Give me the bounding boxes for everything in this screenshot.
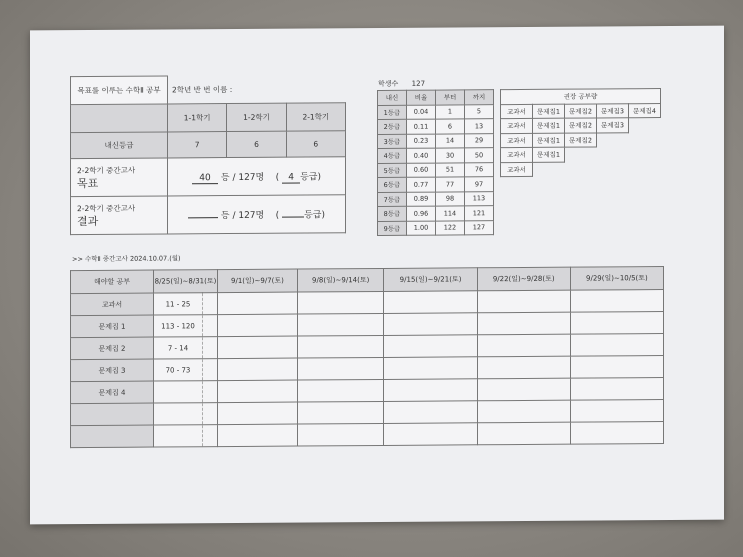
dist-cell [436, 220, 465, 235]
dist-header-ratio [407, 90, 436, 105]
schedule-cell[interactable] [477, 290, 570, 313]
book-text: 문제집4 [633, 106, 656, 115]
dist-cell [465, 177, 494, 192]
book-cell [501, 104, 533, 119]
result-rank-suffix: 등 / 127명 [220, 210, 265, 222]
student-count-value: 127 [411, 79, 426, 88]
schedule-cell[interactable] [154, 337, 203, 359]
dist-cell [436, 148, 465, 163]
schedule-cell[interactable] [203, 381, 218, 403]
result-grade-field[interactable] [282, 217, 304, 218]
week-text: 8/25(일)~8/31(토) [154, 277, 217, 286]
empty-cell [629, 161, 661, 176]
dist-cell-text: 2등급 [383, 123, 401, 132]
empty-cell [565, 147, 597, 162]
week-text: 9/15(일)~9/21(토) [399, 275, 462, 284]
grade-label-text: 내신등급 [104, 140, 134, 150]
goal-label-big: 목표 [77, 176, 99, 191]
dist-header-from-text: 부터 [443, 93, 457, 102]
dist-cell [465, 133, 494, 148]
dist-cell-text: 14 [445, 136, 455, 145]
schedule-cell[interactable] [477, 312, 570, 335]
schedule-cell[interactable] [570, 421, 663, 444]
grade-value-2 [227, 131, 286, 157]
dist-cell [436, 206, 465, 221]
schedule-cell-text: 11 - 25 [165, 299, 191, 308]
schedule-cell[interactable] [384, 335, 477, 358]
schedule-cell-text: 7 - 14 [167, 343, 189, 352]
dist-cell [436, 133, 465, 148]
recommended-study-table [500, 88, 661, 177]
student-count [378, 79, 425, 89]
dist-cell [436, 119, 465, 134]
dist-cell-text: 97 [474, 180, 484, 189]
schedule-cell[interactable] [570, 311, 663, 334]
dist-cell [407, 177, 436, 192]
schedule-cell[interactable] [477, 422, 570, 445]
goal-rank-field[interactable]: 40 [192, 173, 218, 184]
schedule-cell[interactable] [154, 381, 203, 403]
dist-row [378, 162, 494, 177]
task-label-cell [71, 403, 154, 426]
empty-cell [629, 118, 661, 133]
dist-cell-text: 30 [445, 151, 455, 160]
goal-grade-suffix: 등급) [300, 171, 321, 183]
result-label-cell [71, 196, 168, 235]
study-schedule-table [70, 266, 664, 448]
book-text: 문제집3 [601, 107, 624, 116]
schedule-cell[interactable] [218, 358, 298, 381]
dist-cell-text: 0.60 [413, 165, 429, 174]
dist-cell [407, 206, 436, 221]
dist-cell-text: 0.40 [413, 151, 429, 160]
schedule-cell[interactable] [154, 293, 203, 315]
empty-cell [629, 132, 661, 147]
schedule-cell[interactable] [218, 314, 298, 337]
schedule-cell[interactable] [384, 401, 477, 424]
dist-cell [407, 192, 436, 207]
goal-rank-suffix: 등 / 127명 [220, 172, 265, 183]
schedule-cell[interactable] [218, 402, 298, 425]
worksheet-paper [30, 26, 724, 525]
schedule-cell[interactable] [297, 357, 384, 380]
dist-header-ratio-text: 비율 [414, 93, 428, 102]
class-name-text: 2학년 반 번 이름 : [172, 84, 233, 95]
schedule-cell[interactable] [203, 359, 218, 381]
empty-cell [597, 132, 629, 147]
book-text: 문제집1 [537, 150, 560, 160]
schedule-header-task-text: 해야할 공부 [93, 277, 131, 286]
semester-2-text: 1-2학기 [243, 112, 270, 122]
dist-row [378, 104, 494, 119]
dist-cell-text: 1등급 [383, 108, 401, 117]
schedule-cell[interactable] [477, 400, 570, 423]
dist-cell-text: 6 [447, 122, 453, 131]
schedule-cell[interactable] [297, 313, 384, 336]
dist-header-to-text: 까지 [472, 93, 486, 102]
worksheet-title-text: 목표를 이루는 수학Ⅱ 공부 [77, 85, 161, 96]
schedule-cell[interactable] [203, 293, 218, 315]
dist-cell-text: 0.11 [413, 122, 429, 131]
book-cell [597, 118, 629, 133]
dist-cell-text: 127 [472, 223, 486, 232]
book-cell [533, 104, 565, 119]
grade-label-cell [71, 132, 168, 159]
dist-cell [407, 119, 436, 134]
dist-cell [465, 220, 494, 235]
dist-cell-text: 0.96 [413, 209, 429, 218]
result-label-big: 결과 [77, 214, 99, 229]
dist-cell-text: 5등급 [383, 166, 401, 175]
dist-row [378, 206, 494, 221]
goal-table [70, 74, 346, 235]
semester-header-3 [286, 103, 345, 131]
empty-cell [597, 147, 629, 162]
schedule-header-week [154, 270, 218, 293]
dist-cell-text: 122 [443, 223, 457, 232]
semester-1-text: 1-1학기 [183, 113, 211, 123]
book-text: 교과서 [507, 107, 526, 116]
book-text: 교과서 [507, 165, 526, 174]
schedule-header-week [477, 267, 570, 291]
book-text: 교과서 [507, 136, 526, 145]
book-cell [565, 132, 597, 147]
dist-cell-text: 77 [445, 180, 455, 189]
dist-cell [465, 162, 494, 177]
grade-value-1 [168, 132, 227, 158]
grade-2-text: 6 [254, 139, 259, 149]
schedule-cell[interactable] [203, 425, 218, 447]
schedule-cell[interactable] [384, 291, 477, 314]
schedule-header-week [384, 268, 477, 292]
schedule-cell[interactable] [570, 377, 663, 400]
dist-cell [436, 177, 465, 192]
dist-cell-text: 29 [474, 136, 484, 145]
book-text: 문제집2 [569, 136, 592, 145]
schedule-cell[interactable] [203, 337, 218, 359]
dist-cell-text: 0.89 [413, 194, 429, 203]
dist-cell [407, 221, 436, 236]
schedule-cell[interactable] [477, 356, 570, 379]
dist-header-to [465, 90, 494, 105]
dist-cell-text: 121 [472, 208, 486, 218]
book-cell [533, 118, 565, 133]
schedule-row [71, 421, 664, 447]
result-label-small: 2-2학기 중간고사 [77, 203, 136, 214]
semester-header-1 [168, 104, 227, 132]
dist-cell [378, 119, 407, 134]
dist-cell [465, 148, 494, 163]
exam-date-line [72, 253, 181, 263]
dist-cell-text: 6등급 [383, 181, 401, 190]
dist-cell [378, 221, 407, 236]
dist-cell-text: 98 [445, 194, 455, 203]
schedule-cell[interactable] [154, 403, 203, 425]
book-text: 문제집1 [537, 136, 560, 145]
result-rank-field[interactable] [188, 217, 218, 218]
student-count-label: 학생수 [378, 79, 399, 88]
worksheet-title [71, 76, 168, 105]
semester-3-text: 2-1학기 [302, 112, 330, 122]
schedule-header-week [570, 266, 663, 290]
dist-cell-text: 8등급 [383, 210, 401, 219]
dist-cell [378, 177, 407, 192]
schedule-cell[interactable] [384, 379, 477, 402]
week-text: 9/22(일)~9/28(토) [492, 274, 555, 284]
task-label-cell [71, 293, 154, 316]
dist-header-grade-text: 내신 [385, 94, 399, 103]
dist-cell [407, 163, 436, 178]
recommended-title-text: 권장 공부량 [563, 92, 598, 101]
dist-cell [465, 119, 494, 134]
schedule-cell[interactable] [384, 313, 477, 336]
schedule-cell[interactable] [570, 355, 663, 378]
schedule-cell[interactable] [203, 403, 218, 425]
schedule-cell[interactable] [570, 289, 663, 312]
dist-cell-text: 113 [472, 194, 486, 203]
book-cell [501, 147, 533, 162]
schedule-cell[interactable] [297, 401, 384, 424]
dist-cell [436, 191, 465, 206]
dist-row [378, 177, 494, 192]
grade-value-3 [286, 131, 345, 157]
schedule-cell[interactable] [218, 424, 298, 447]
schedule-cell[interactable] [477, 334, 570, 357]
empty-cell [597, 161, 629, 176]
dist-row [378, 133, 494, 148]
empty-cell [565, 161, 597, 176]
book-cell [501, 118, 533, 133]
schedule-cell[interactable] [218, 336, 298, 359]
week-text: 9/29(일)~10/5(토) [586, 274, 648, 283]
semester-header-2 [227, 103, 286, 131]
book-text: 교과서 [507, 122, 526, 131]
dist-cell [465, 191, 494, 206]
dist-cell [436, 162, 465, 177]
book-text: 문제집1 [537, 121, 560, 131]
dist-cell [378, 148, 407, 163]
task-label-cell [71, 425, 154, 448]
schedule-cell[interactable] [477, 378, 570, 401]
empty-cell [533, 162, 565, 177]
dist-header-grade [378, 90, 407, 105]
goal-value-cell: 40 등 / 127명 ( 4 등급) [168, 157, 346, 196]
schedule-cell-text: 113 - 120 [161, 321, 195, 331]
dist-cell-text: 3등급 [383, 137, 401, 146]
schedule-cell[interactable] [570, 333, 663, 356]
schedule-cell[interactable] [154, 315, 203, 337]
schedule-cell[interactable] [218, 292, 298, 315]
dist-cell-text: 51 [445, 165, 455, 174]
book-text: 문제집2 [569, 107, 592, 116]
empty-cell [629, 147, 661, 162]
book-cell [629, 103, 661, 118]
recommended-title-cell [501, 89, 661, 105]
dist-cell [378, 206, 407, 221]
dist-cell [407, 148, 436, 163]
schedule-cell[interactable] [218, 380, 298, 403]
dist-cell-text: 114 [443, 209, 457, 218]
dist-cell [465, 206, 494, 221]
task-label-text: 문제집 1 [98, 322, 126, 331]
dist-row [378, 119, 494, 134]
class-name-line [168, 75, 346, 104]
book-cell [501, 162, 533, 177]
exam-date-text: >> 수학Ⅱ 중간고사 2024.10.07.(월) [72, 254, 181, 264]
dist-cell-text: 13 [474, 122, 484, 131]
task-label-text: 문제집 2 [98, 344, 126, 353]
dist-row [378, 220, 494, 235]
dist-row [378, 191, 494, 206]
goal-label-small: 2-2학기 중간고사 [77, 165, 136, 176]
dist-cell [407, 105, 436, 120]
schedule-cell-text: 70 - 73 [165, 365, 191, 374]
book-text: 교과서 [507, 151, 526, 160]
book-text: 문제집3 [601, 121, 624, 130]
dist-cell-text: 7등급 [383, 195, 401, 204]
dist-cell [378, 163, 407, 178]
book-cell [565, 118, 597, 133]
schedule-cell[interactable] [384, 423, 477, 446]
grade-distribution-table [377, 89, 494, 236]
dist-cell [465, 104, 494, 119]
schedule-header-task [71, 270, 154, 294]
dist-cell [407, 134, 436, 149]
goal-grade-field[interactable]: 4 [282, 172, 300, 183]
schedule-cell[interactable] [297, 291, 384, 314]
result-value-cell: 등 / 127명 ( 등급) [168, 195, 346, 234]
dist-cell-text: 1 [447, 107, 453, 116]
task-label-text: 교과서 [101, 300, 123, 309]
schedule-header-week [218, 269, 298, 293]
dist-cell-text: 0.04 [413, 107, 429, 116]
dist-cell-text: 0.77 [413, 180, 429, 189]
task-label-text: 문제집 4 [98, 388, 126, 397]
book-text: 문제집2 [569, 121, 592, 130]
schedule-header-week [297, 268, 384, 292]
dist-row [378, 148, 494, 163]
schedule-cell[interactable] [203, 315, 218, 337]
schedule-cell[interactable] [297, 379, 384, 402]
task-label-cell [71, 337, 154, 360]
task-label-cell [71, 381, 154, 404]
dist-cell-text: 1.00 [413, 223, 429, 232]
goal-label-cell [71, 158, 168, 197]
book-cell [533, 147, 565, 162]
task-label-cell [71, 315, 154, 338]
dist-cell-text: 76 [474, 165, 484, 174]
result-grade-suffix: 등급) [304, 210, 325, 221]
dist-cell-text: 4등급 [383, 152, 401, 161]
grade-3-text: 6 [313, 139, 319, 149]
schedule-cell[interactable] [154, 425, 203, 447]
grade-1-text: 7 [194, 140, 200, 150]
dist-cell-text: 5 [476, 107, 482, 116]
schedule-cell[interactable] [570, 399, 663, 422]
dist-header-from [436, 90, 465, 105]
schedule-cell[interactable] [154, 359, 203, 381]
schedule-cell[interactable] [297, 335, 384, 358]
schedule-cell[interactable] [384, 357, 477, 380]
book-text: 문제집1 [537, 107, 560, 116]
task-label-cell [71, 359, 154, 382]
task-label-text: 문제집 3 [98, 366, 126, 375]
schedule-cell[interactable] [297, 423, 384, 446]
dist-cell-text: 9등급 [383, 224, 401, 233]
book-cell [501, 133, 533, 148]
semester-header-blank [71, 104, 168, 133]
dist-cell-text: 0.23 [413, 136, 429, 145]
dist-cell [378, 105, 407, 120]
book-cell [565, 103, 597, 118]
dist-cell [378, 134, 407, 149]
week-text: 9/8(일)~9/14(토) [312, 276, 370, 285]
dist-cell [378, 192, 407, 207]
book-cell [533, 133, 565, 148]
week-text: 9/1(일)~9/7(토) [231, 276, 284, 286]
book-cell [597, 103, 629, 118]
dist-cell [436, 104, 465, 119]
dist-cell-text: 50 [474, 151, 484, 160]
